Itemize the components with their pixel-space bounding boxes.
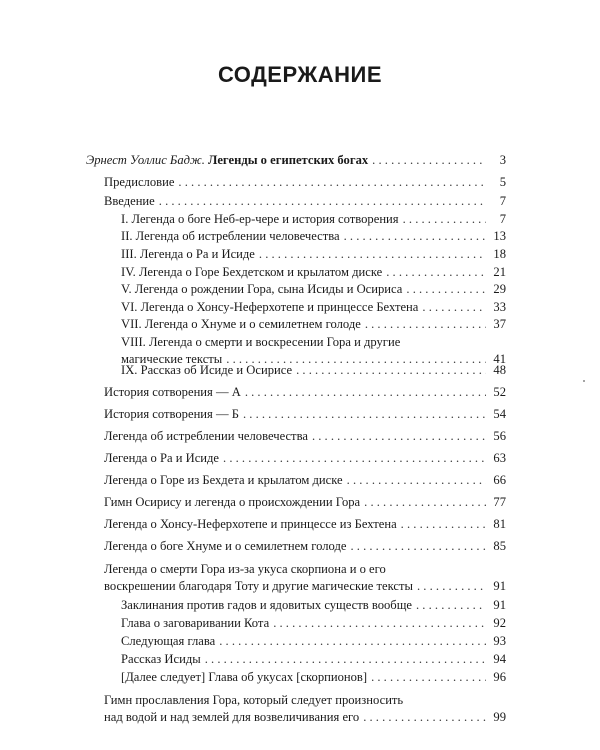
toc-entry[interactable] bbox=[121, 651, 506, 668]
page-title: СОДЕРЖАНИЕ bbox=[217, 62, 383, 87]
toc-entry-label: над водой и над землей для возвеличивания его bbox=[104, 710, 360, 724]
toc-page-number: 48 bbox=[493, 363, 506, 377]
toc-entry[interactable] bbox=[104, 692, 506, 726]
leader-dots bbox=[243, 406, 486, 423]
toc-page-number: 81 bbox=[493, 517, 506, 531]
leader-dots bbox=[259, 246, 486, 263]
toc-entry-label: I. Легенда о боге Неб-ер-чере и история сотворения bbox=[121, 212, 399, 226]
toc-entry[interactable] bbox=[104, 428, 506, 445]
toc-page-number: 93 bbox=[493, 634, 506, 648]
leader-dots bbox=[365, 316, 486, 333]
toc-entry[interactable] bbox=[104, 472, 506, 489]
toc-entry[interactable] bbox=[104, 406, 506, 423]
toc-entry-title: Легенды о египетских богах bbox=[208, 153, 369, 167]
toc-page-number: 33 bbox=[493, 300, 506, 314]
toc-page-number: 85 bbox=[493, 539, 506, 553]
toc-entry-label: VI. Легенда о Хонсу-Неферхотепе и принцессе Бехтена bbox=[121, 300, 419, 314]
toc-entry-label: воскрешении благодаря Тоту и другие магические тексты bbox=[104, 579, 413, 593]
leader-dots bbox=[372, 152, 486, 169]
leader-dots bbox=[223, 450, 486, 467]
toc-page-number: 66 bbox=[493, 473, 506, 487]
toc-page-number: 37 bbox=[493, 317, 506, 331]
toc-page-number: 96 bbox=[493, 670, 506, 684]
toc-entry-label: Предисловие bbox=[104, 175, 175, 189]
leader-dots bbox=[406, 281, 486, 298]
toc-entry[interactable] bbox=[121, 633, 506, 650]
toc-page-number: 21 bbox=[493, 265, 506, 279]
toc-page-number: 92 bbox=[493, 616, 506, 630]
leader-dots bbox=[386, 264, 486, 281]
toc-entry-label: III. Легенда о Ра и Исиде bbox=[121, 247, 255, 261]
toc-entry-label-line1: VIII. Легенда о смерти и воскресении Гора и другие bbox=[121, 335, 401, 349]
leader-dots bbox=[219, 633, 486, 650]
toc-author: Эрнест Уоллис Бадж. bbox=[86, 153, 205, 167]
toc-entry[interactable] bbox=[104, 193, 506, 210]
toc-entry-label: Следующая глава bbox=[121, 634, 216, 648]
toc-entry[interactable] bbox=[104, 450, 506, 467]
toc-page-number: 7 bbox=[499, 194, 506, 208]
toc-entry-label: магические тексты bbox=[121, 352, 223, 366]
toc-page-number: 29 bbox=[493, 282, 506, 296]
leader-dots bbox=[350, 538, 486, 555]
toc-page-number: 52 bbox=[493, 385, 506, 399]
toc-entry-label bbox=[86, 152, 368, 169]
toc-entry-label: История сотворения — Б bbox=[104, 407, 239, 421]
toc-entry-label: Рассказ Исиды bbox=[121, 652, 201, 666]
toc-page-number: 41 bbox=[493, 352, 506, 366]
leader-dots bbox=[245, 384, 486, 401]
toc-entry-label: Гимн Осирису и легенда о происхождении Гора bbox=[104, 495, 361, 509]
toc-entry-label: IX. Рассказ об Исиде и Осирисе bbox=[121, 363, 293, 377]
toc-entry[interactable] bbox=[104, 384, 506, 401]
toc-entry-label: Введение bbox=[104, 194, 155, 208]
toc-entry-label: Легенда о Горе из Бехдета и крылатом диске bbox=[104, 473, 343, 487]
toc-entry-label: Легенда о Ра и Исиде bbox=[104, 451, 220, 465]
toc-entry-label-line1: Гимн прославления Гора, который следует произносить bbox=[104, 693, 404, 707]
toc-entry[interactable] bbox=[121, 299, 506, 316]
leader-dots bbox=[205, 651, 486, 668]
toc-page-number: 7 bbox=[499, 212, 506, 226]
toc-entry[interactable] bbox=[121, 211, 506, 228]
leader-dots bbox=[159, 193, 486, 210]
toc-entry[interactable] bbox=[121, 316, 506, 333]
toc-entry-label-line1: Легенда о смерти Гора из-за укуса скорпиона и о его bbox=[104, 562, 386, 576]
toc-page-number: 54 bbox=[493, 407, 506, 421]
toc-entry-label: История сотворения — А bbox=[104, 385, 241, 399]
toc-page-number: 56 bbox=[493, 429, 506, 443]
leader-dots bbox=[401, 516, 486, 533]
scan-speck bbox=[583, 380, 585, 382]
leader-dots bbox=[364, 494, 486, 511]
toc-page-number: 91 bbox=[493, 598, 506, 612]
toc-page-number: 18 bbox=[493, 247, 506, 261]
toc-entry[interactable] bbox=[86, 152, 506, 169]
toc-entry-label: VII. Легенда о Хнуме и о семилетнем голоде bbox=[121, 317, 361, 331]
toc-page-number: 13 bbox=[493, 229, 506, 243]
toc-page-number: 3 bbox=[499, 153, 506, 167]
toc-entry[interactable] bbox=[104, 174, 506, 191]
leader-dots bbox=[403, 211, 486, 228]
toc-entry[interactable] bbox=[121, 669, 506, 686]
leader-dots bbox=[296, 362, 486, 379]
toc-entry-label: V. Легенда о рождении Гора, сына Исиды и Осириса bbox=[121, 282, 403, 296]
leader-dots bbox=[178, 174, 486, 191]
leader-dots bbox=[416, 597, 486, 614]
toc-page-number: 63 bbox=[493, 451, 506, 465]
toc-entry[interactable] bbox=[104, 516, 506, 533]
toc-entry-label: Глава о заговаривании Кота bbox=[121, 616, 270, 630]
toc-page-number: 99 bbox=[493, 710, 506, 724]
toc-entry[interactable] bbox=[104, 561, 506, 595]
leader-dots bbox=[347, 472, 486, 489]
toc-entry-label: IV. Легенда о Горе Бехдетском и крылатом диске bbox=[121, 265, 383, 279]
toc-page-number: 77 bbox=[493, 495, 506, 509]
toc-entry[interactable] bbox=[121, 281, 506, 298]
leader-dots bbox=[273, 615, 486, 632]
leader-dots bbox=[344, 228, 486, 245]
toc-entry-label: Легенда об истреблении человечества bbox=[104, 429, 308, 443]
toc-entry[interactable] bbox=[121, 246, 506, 263]
toc-entry-label: [Далее следует] Глава об укусах [скорпионов] bbox=[121, 670, 368, 684]
leader-dots bbox=[371, 669, 486, 686]
toc-entry[interactable] bbox=[121, 264, 506, 281]
toc-entry-label: II. Легенда об истреблении человечества bbox=[121, 229, 340, 243]
leader-dots bbox=[312, 428, 486, 445]
toc-page-number: 91 bbox=[493, 579, 506, 593]
toc-entry[interactable] bbox=[104, 494, 506, 511]
leader-dots bbox=[363, 709, 486, 726]
toc-entry[interactable] bbox=[121, 362, 506, 379]
toc-entry-label: Легенда о Хонсу-Неферхотепе и принцессе из Бехтена bbox=[104, 517, 397, 531]
leader-dots bbox=[422, 299, 486, 316]
leader-dots bbox=[417, 578, 486, 595]
toc-entry-label: Легенда о боге Хнуме и о семилетнем голоде bbox=[104, 539, 347, 553]
toc-entry-label: Заклинания против гадов и ядовитых существ вообще bbox=[121, 598, 412, 612]
toc-entry[interactable] bbox=[104, 538, 506, 555]
toc-page-number: 5 bbox=[499, 175, 506, 189]
toc-entry[interactable] bbox=[121, 597, 506, 614]
toc-entry[interactable] bbox=[121, 615, 506, 632]
toc-entry[interactable] bbox=[121, 228, 506, 245]
toc-page-number: 94 bbox=[493, 652, 506, 666]
